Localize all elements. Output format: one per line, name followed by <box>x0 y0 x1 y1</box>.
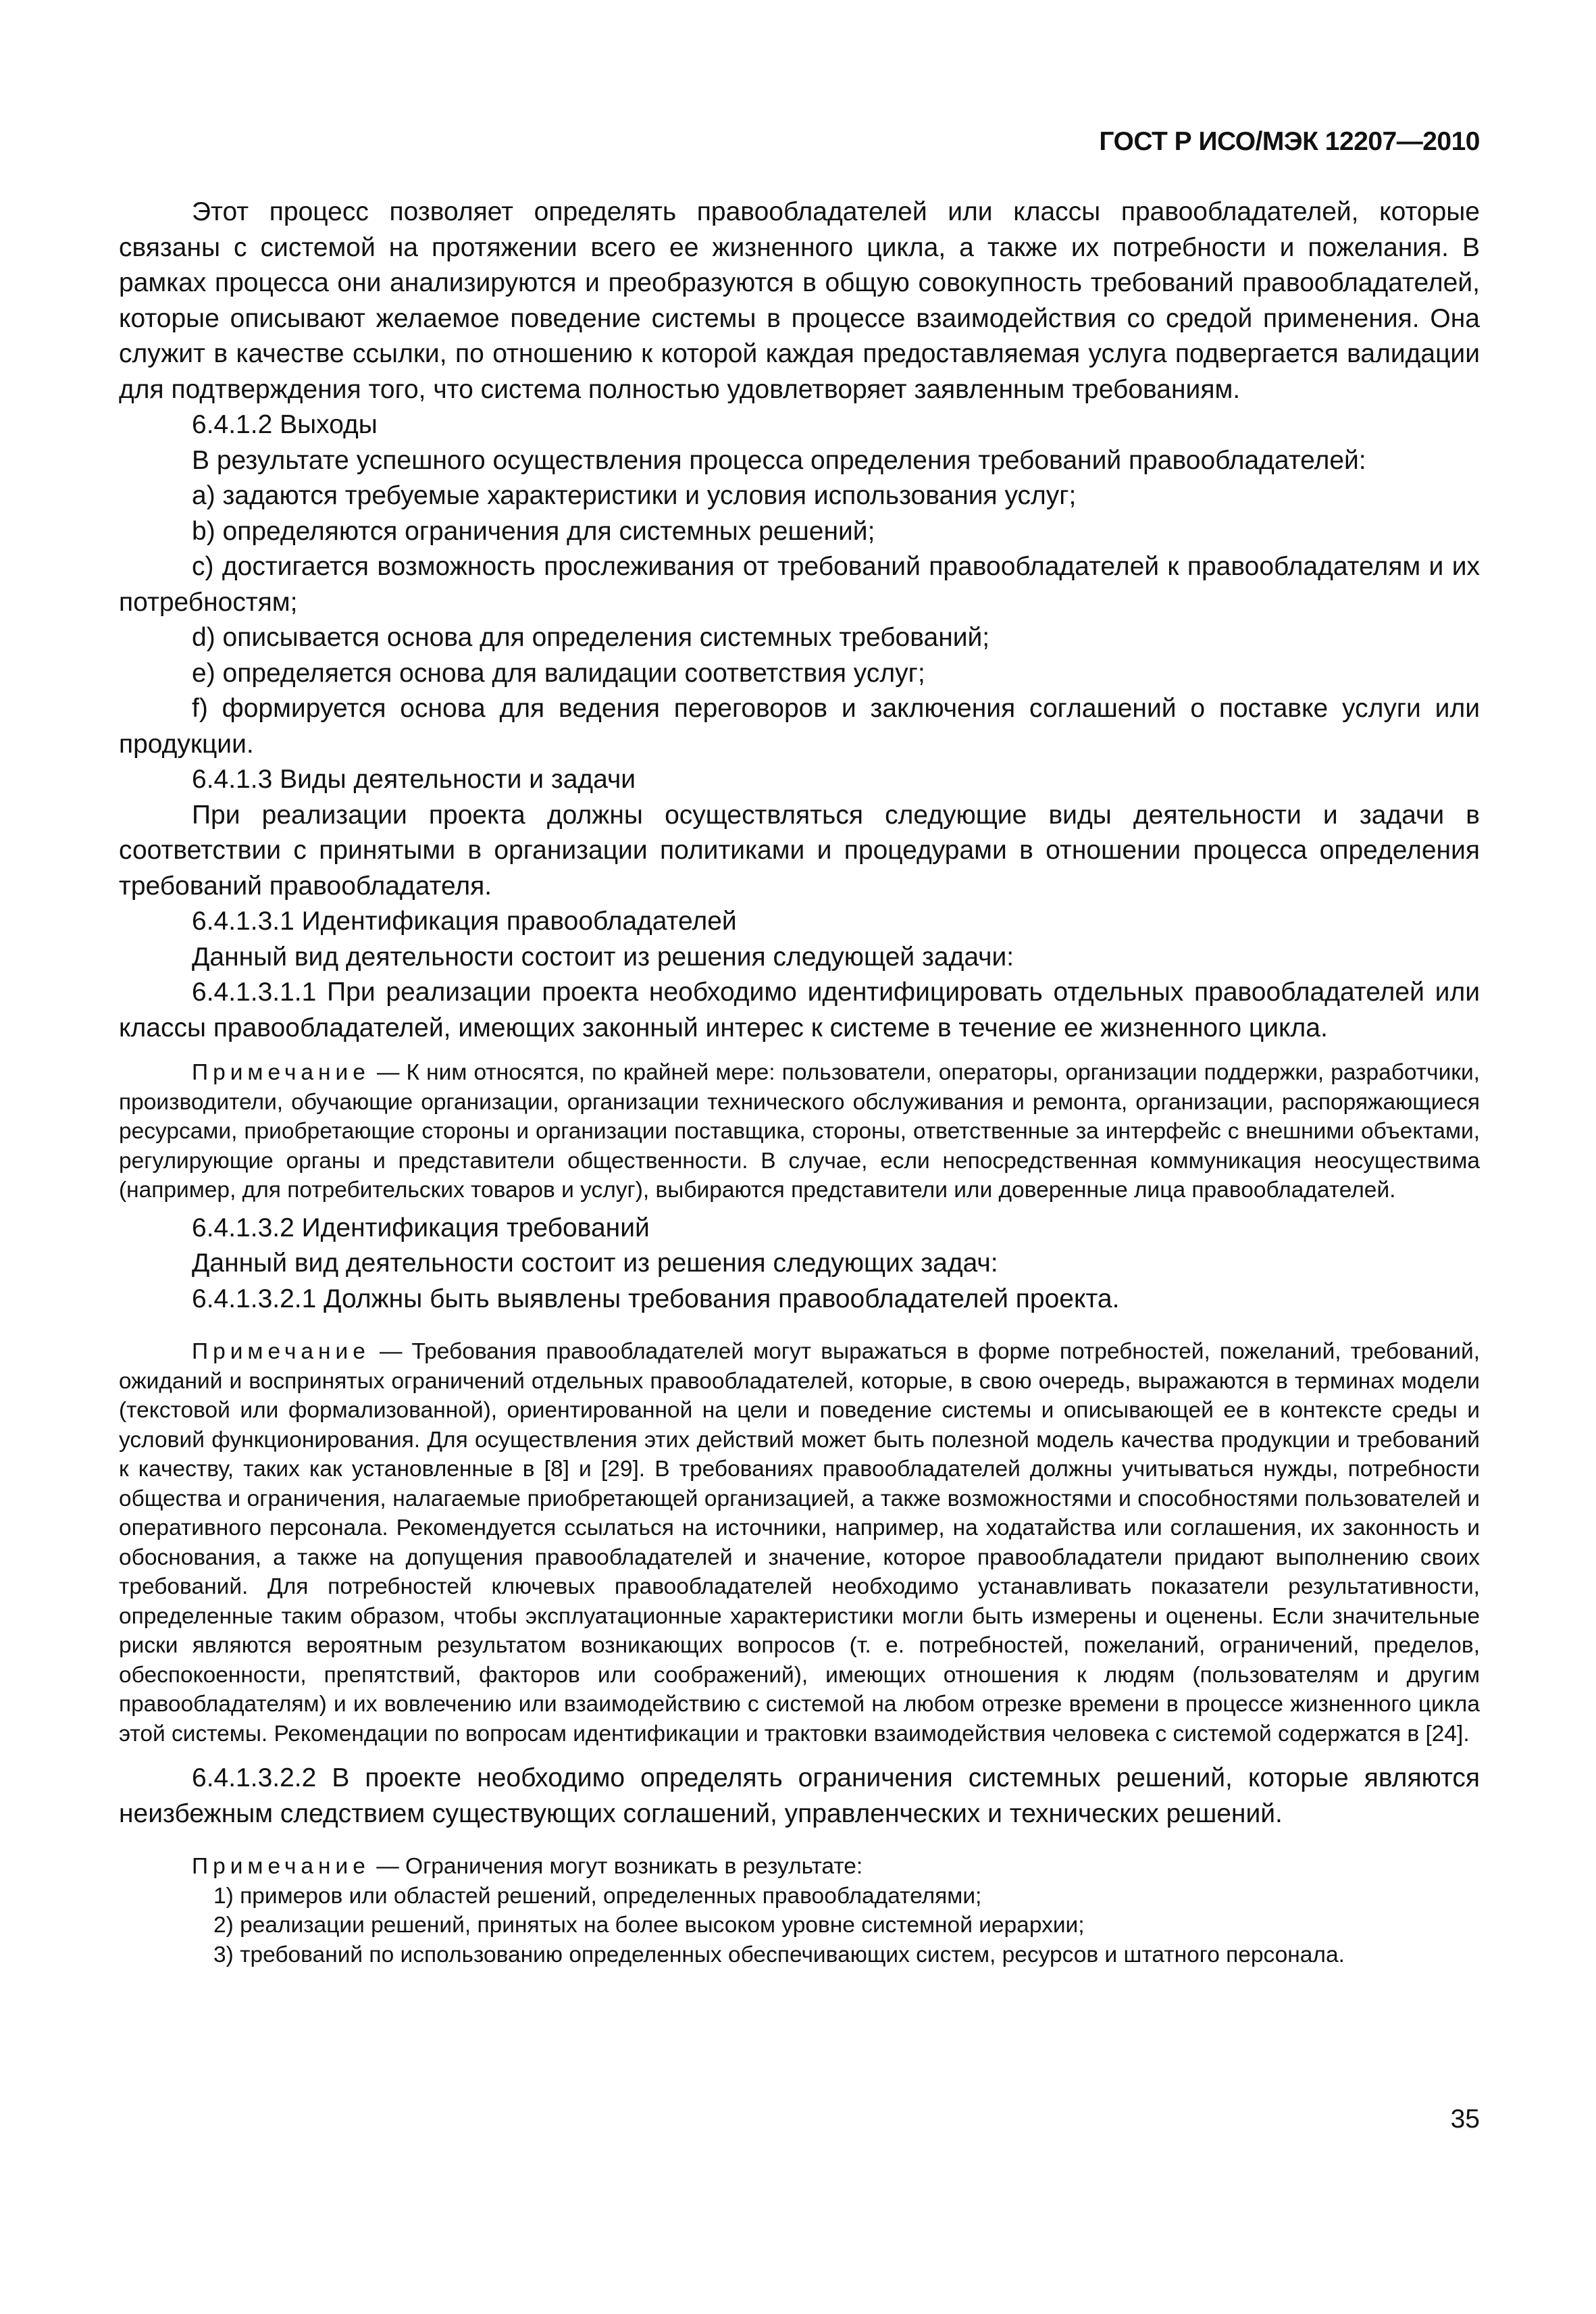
note-3-item-3: 3) требований по использованию определенных обеспечивающих систем, ресурсов и штатного персонала. <box>213 1942 1345 1967</box>
list-item-f: f) формируется основа для ведения переговоров и заключения соглашений о поставке услуги или продукции. <box>119 694 1480 759</box>
list-item-b: b) определяются ограничения для системных решений; <box>192 516 875 546</box>
paragraph-process-description: Этот процесс позволяет определять правообладателей или классы правообладателей, которые связаны с системой на протяжении всего ее жизненного цикла, а также их потребности и пожелания. В рамках процесса они анализируются и преобразуются в общую совокупность требований правообладателей, которые описывают желаемое поведение системы в процессе взаимодействия со средой применения. Она служит в качестве ссылки, по отношению к которой каждая предоставляемая услуга подвергается валидации для подтверждения того, что система полностью удовлетворяет заявленным требованиям. <box>119 197 1480 404</box>
document-header: ГОСТ Р ИСО/МЭК 12207—2010 <box>1099 127 1480 156</box>
note-2-text: — Требования правообладателей могут выражаться в форме потребностей, пожеланий, требований, ожиданий и воспринятых ограничений отдельных правообладателей, которые, в свою очередь, выражаются в терминах модели (текстовой или формализованной), ориентированной на цели и поведение системы и описывающей ее в контексте среды и условий функционирования. Для осуществления этих действий может быть полезной модель качества продукции и требований к качеству, таких как установленные в [8] и [29]. В требованиях правообладателей должны учитываться нужды, потребности общества и ограничения, налагаемые приобретающей организацией, а также возможностями и способностями пользователей и оперативного персонала. Рекомендуется ссылаться на источники, например, на ходатайства или соглашения, их законность и обоснования, а также на допущения правообладателей и значение, которое правообладатели придают выполнению своих требований. Для потребностей ключевых правообладателей необходимо устанавливать показатели результативности, определенные таким образом, чтобы эксплуатационные характеристики могли быть измерены и оценены. Если значительные риски являются вероятным результатом возникающих вопросов (т. е. потребностей, пожеланий, ограничений, пределов, обеспокоенности, препятствий, факторов или соображений), имеющих отношения к людям (пользователям и другим правообладателям) и их вовлечению или взаимодействию с системой на любом отрезке времени в процессе жизненного цикла этой системы. Рекомендации по вопросам идентификации и трактовки взаимодействия человека с системой содержатся в [24]. <box>119 1339 1480 1746</box>
note-3 <box>119 1852 1480 1882</box>
note-3-label: Примечание <box>192 1854 370 1879</box>
paragraph-activity-2: Данный вид деятельности состоит из решения следующих задач: <box>192 1249 998 1278</box>
section-heading-6-4-1-3: 6.4.1.3 Виды деятельности и задачи <box>192 765 636 794</box>
list-item-d: d) описывается основа для определения системных требований; <box>192 623 990 652</box>
paragraph-6-4-1-3-2-1: 6.4.1.3.2.1 Должны быть выявлены требования правообладателей проекта. <box>192 1284 1120 1313</box>
list-item-e: e) определяется основа для валидации соответствия услуг; <box>192 658 925 688</box>
paragraph-6-4-1-3-2-2: 6.4.1.3.2.2 В проекте необходимо определять ограничения системных решений, которые являются неизбежным следствием существующих соглашений, управленческих и технических решений. <box>119 1763 1480 1828</box>
note-2-label: Примечание <box>192 1339 370 1364</box>
paragraph-outputs-intro: В результате успешного осуществления процесса определения требований правообладателей: <box>192 445 1366 475</box>
note-1-text: — К ним относятся, по крайней мере: пользователи, операторы, организации поддержки, разработчики, производители, обучающие организации, организации технического обслуживания и ремонта, организации, распоряжающиеся ресурсами, приобретающие стороны и организации поставщика, стороны, ответственные за интерфейс с внешними объектами, регулирующие органы и представители общественности. В случае, если непосредственная коммуникация неосуществима (например, для потребительских товаров и услуг), выбираются представители или доверенные лица правообладателей. <box>119 1060 1480 1203</box>
note-3-text: — Ограничения могут возникать в результате: <box>369 1854 863 1879</box>
page-number: 35 <box>1450 2105 1480 2134</box>
note-1-label: Примечание <box>192 1060 370 1085</box>
section-heading-6-4-1-2: 6.4.1.2 Выходы <box>192 410 378 439</box>
section-heading-6-4-1-3-1: 6.4.1.3.1 Идентификация правообладателей <box>192 907 737 936</box>
page-content <box>119 195 1480 1969</box>
note-3-item-1: 1) примеров или областей решений, определенных правообладателями; <box>213 1883 982 1909</box>
list-item-c: c) достигается возможность прослеживания от требований правообладателей к правообладателям и их потребностям; <box>119 552 1480 617</box>
note-1 <box>119 1058 1480 1205</box>
list-item-a: a) задаются требуемые характеристики и условия использования услуг; <box>192 481 1077 510</box>
paragraph-activity-1: Данный вид деятельности состоит из решения следующей задачи: <box>192 942 1014 972</box>
note-2 <box>119 1337 1480 1749</box>
paragraph-activities: При реализации проекта должны осуществляться следующие виды деятельности и задачи в соответствии с принятыми в организации политиками и процедурами в отношении процесса определения требований правообладателя. <box>119 800 1480 901</box>
note-3-item-2: 2) реализации решений, принятых на более высоком уровне системной иерархии; <box>213 1913 1085 1938</box>
paragraph-6-4-1-3-1-1: 6.4.1.3.1.1 При реализации проекта необходимо идентифицировать отдельных правообладателей или классы правообладателей, имеющих законный интерес к системе в течение ее жизненного цикла. <box>119 978 1480 1042</box>
section-heading-6-4-1-3-2: 6.4.1.3.2 Идентификация требований <box>192 1213 650 1242</box>
